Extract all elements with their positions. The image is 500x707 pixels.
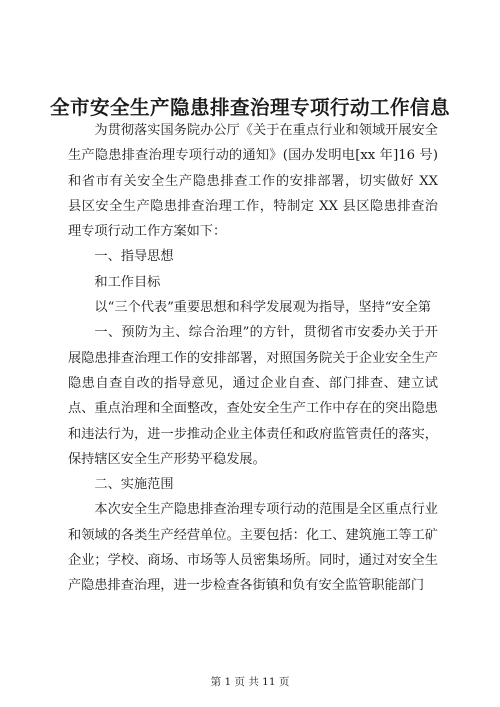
heading-scope: 二、实施范围 — [94, 477, 174, 493]
paragraph-guidance: 以“三个代表”重要思想和科学发展观为指导，坚持“安全第 — [94, 300, 432, 316]
page-number-footer: 第 1 页 共 11 页 — [210, 676, 290, 688]
heading-guiding-ideology: 一、指导思想 — [94, 249, 174, 265]
paragraph-intro: 为贯彻落实国务院办公厅《关于在重点行业和领域开展安全生产隐患排查治理专项行动的通知》(国办发明电[xx 年]16 号)和省市有关安全生产隐患排查工作的安排部署，切实做好 XX 县区安全生产隐患排查治理工作，特制定 XX 县区隐患排查治理专项行动工作方案如下： — [68, 123, 438, 240]
heading-work-goals: 和工作目标 — [94, 274, 161, 290]
document-title: 全市安全生产隐患排查治理专项行动工作信息 — [49, 96, 450, 119]
paragraph-scope: 本次安全生产隐患排查治理专项行动的范围是全区重点行业和领域的各类生产经营单位。主要包括：化工、建筑施工等工矿企业；学校、商场、市场等人员密集场所。同时，通过对安全生产隐患排查治理，进一步检查各街镇和负有安全监管职能部门 — [68, 502, 438, 594]
document-body — [68, 118, 438, 599]
paragraph-policy: 一、预防为主、综合治理”的方针，贯彻省市安委办关于开展隐患排查治理工作的安排部署，对照国务院关于企业安全生产隐患自查自改的指导意见，通过企业自查、部门排查、建立试点、重点治理和全面整改，查处安全生产工作中存在的突出隐患和违法行为，进一步推动企业主体责任和政府监管责任的落实，保持辖区安全生产形势平稳发展。 — [68, 325, 438, 467]
